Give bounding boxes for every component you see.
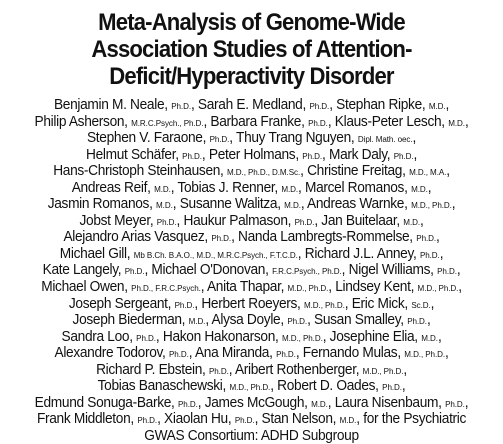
author-separator: , [437,328,442,345]
author-line [15,346,488,363]
author-credentials: Dipl. Math. oec. [357,134,413,145]
author-credentials: M.D. [448,117,465,128]
author-line [15,412,488,429]
author-credentials: Ph.D. [308,117,328,128]
author-credentials: M.D., Ph.D. [404,349,445,360]
author-line [15,396,488,413]
author-credentials: M.D., Ph.D. [411,200,452,211]
author-name: , Laura Nisenbaum, [327,394,446,411]
author-name: , Klaus-Peter Lesch, [327,113,449,130]
author-line [15,131,488,148]
author-line [15,247,488,264]
paper-title [20,9,483,90]
author-credentials: Ph.D. [276,349,296,360]
author-credentials: Ph.D., F.R.C.Psych. [131,283,201,294]
author-name: Tobias Banaschewski, [97,378,230,395]
author-separator: , [439,245,444,262]
author-credentials: Ph.D. [136,332,156,343]
author-name: Philip Asherson, [34,113,132,130]
author-name: , Anita Thapar, [200,279,288,296]
author-credentials: Ph.D. [174,299,195,310]
author-name: , Eric Mick, [344,295,412,312]
author-credentials: Ph.D. [407,316,427,327]
author-separator: , [403,361,407,378]
author-credentials: Ph.D. [209,134,230,145]
author-credentials: Ph.D. [382,382,402,393]
author-line [15,379,488,396]
author-separator: , [430,295,435,312]
author-separator: , [456,262,461,279]
author-line [15,263,488,280]
author-line [15,330,488,347]
author-name: Benjamin M. Neale, [53,97,172,113]
author-name: Michael Gill, [59,245,134,262]
author-name: , Herbert Roeyers, [194,295,305,312]
author-separator: , [464,113,469,130]
author-name: , Nigel Williams, [341,262,438,279]
author-name: , Fernando Mulas, [295,345,405,362]
author-line [15,363,488,380]
author-separator: , [436,229,440,246]
author-credentials: M.D. [156,200,173,211]
author-name: , Mark Daly, [322,146,394,163]
author-name: Kate Langely, [42,262,125,279]
author-line [15,230,488,247]
author-credentials: Ph.D. [171,101,191,111]
author-name: , Lindsey Kent, [328,279,418,296]
author-credentials: Ph.D. [302,150,323,161]
author-name: , Nanda Lambregts-Rommelse, [231,229,417,246]
author-credentials: Ph.D. [156,216,177,227]
author-name: Edmund Sonuga-Barke, [34,394,179,411]
author-name: , Andreas Warnke, [300,196,412,213]
author-name: , Josephine Elia, [322,328,422,345]
author-credentials: M.D. [154,183,171,194]
author-name: , Thuy Trang Nguyen, [229,130,358,147]
author-separator: , [451,196,456,213]
author-name: Jobst Meyer, [79,212,157,229]
author-name: Helmut Schäfer, [86,146,183,163]
author-credentials: M.D., Ph.D., D.M.Sc. [227,167,301,178]
author-name: Stephen V. Faraone, [86,130,210,147]
author-credentials: M.D. [188,316,206,327]
author-name: , Haukur Palmason, [176,212,295,229]
author-name: , Aribert Rothenberger, [228,361,363,378]
author-line [15,280,488,297]
author-name: Sandra Loo, [61,328,137,345]
author-credentials: M.D. [311,398,328,409]
author-credentials: M.D. [403,216,420,227]
author-credentials: Ph.D. [393,150,414,161]
author-name: , Ana Miranda, [188,345,277,362]
title-line: Meta-Analysis of Genome-Wide [98,9,405,36]
author-name: Frank Middleton, [36,411,138,428]
author-name: , Xiaolan Hu, [157,411,235,428]
author-credentials: M.D. [428,101,446,111]
author-credentials: Ph.D. [294,216,315,227]
author-credentials: Ph.D. [309,101,330,111]
author-line [15,164,488,181]
author-credentials: Ph.D. [169,349,189,360]
author-separator: , [444,345,449,362]
author-name: Hans-Christoph Steinhausen, [53,163,228,180]
author-name: , Stephan Ripke, [329,97,429,113]
author-name: Joseph Biederman, [72,312,189,329]
author-name: , Peter Holmans, [201,146,303,163]
author-credentials: Ph.D. [234,415,255,426]
author-line [15,214,488,231]
author-name: GWAS Consortium: ADHD Subgroup [144,427,359,444]
author-credentials: M.D. [281,183,299,194]
author-separator: , [445,97,450,113]
author-name: Andreas Reif, [71,179,155,196]
author-credentials: Sc.D. [411,299,431,310]
author-credentials: M.D., Ph.D. [417,283,459,294]
author-name: , Richard J.L. Anney, [297,245,420,262]
author-name: Richard P. Ebstein, [96,361,209,378]
title-line: Association Studies of Attention- [91,36,412,63]
author-separator: , [412,130,416,147]
author-line [15,115,488,132]
author-credentials: M.D., Ph.D. [282,332,323,343]
author-name: Jasmin Romanos, [47,196,157,213]
author-name: , James McGough, [197,394,312,411]
author-line [15,197,488,214]
author-separator: , [427,179,432,196]
author-separator: , [413,146,417,163]
author-separator: , [401,378,406,395]
author-separator: , [458,279,462,296]
author-name: , Robert D. Oades, [270,378,383,395]
author-name: Michael Owen, [41,279,132,296]
author-credentials: Mb B.Ch. B.A.O., M.D., M.R.C.Psych., F.T.C.D. [133,249,298,260]
author-name: Alejandro Arias Vasquez, [63,229,212,246]
author-credentials: M.D., Ph.D. [229,382,271,393]
author-credentials: M.D., M.A. [409,167,447,178]
author-credentials: M.R.C.Psych., Ph.D. [131,117,204,128]
author-credentials: Ph.D. [445,398,465,409]
author-credentials: M.D. [339,415,357,426]
author-name: , Alysa Doyle, [205,312,288,329]
author-line [15,148,488,165]
author-list [0,98,503,444]
author-credentials: Ph.D. [124,266,145,277]
author-name: , Sarah E. Medland, [190,97,310,113]
author-credentials: F.R.C.Psych., Ph.D. [272,266,342,277]
author-name: , Susan Smalley, [307,312,408,329]
author-credentials: M.D., Ph.D. [362,365,404,376]
author-line [15,313,488,330]
author-credentials: Ph.D. [287,316,308,327]
author-credentials: Ph.D. [208,365,229,376]
author-separator: , [464,394,469,411]
author-credentials: Ph.D. [416,233,437,244]
author-credentials: M.D. [411,183,428,194]
author-line [15,429,488,444]
author-credentials: Ph.D. [437,266,457,277]
author-separator: , for the Psychiatric [356,411,467,428]
author-line [15,98,488,115]
author-credentials: Ph.D. [182,150,202,161]
author-credentials: M.D. [421,332,438,343]
author-line [15,181,488,198]
author-name: Joseph Sergeant, [68,295,175,312]
author-name: , Hakon Hakonarson, [155,328,283,345]
author-credentials: Ph.D. [211,233,232,244]
author-name: Alexandre Todorov, [54,345,170,362]
author-name: , Stan Nelson, [254,411,340,428]
author-separator: , [426,312,431,329]
author-line [15,297,488,314]
author-separator: , [446,163,450,180]
author-name: , Marcel Romanos, [298,179,412,196]
author-credentials: Ph.D. [419,249,440,260]
author-name: , Susanne Walitza, [172,196,285,213]
author-name: , Jan Buitelaar, [314,212,404,229]
author-credentials: M.D. [284,200,301,211]
author-name: , Tobias J. Renner, [170,179,282,196]
author-separator: , [419,212,424,229]
author-credentials: Ph.D. [137,415,158,426]
author-name: , Barbara Franke, [203,113,309,130]
author-credentials: M.D., Ph.D. [304,299,345,310]
author-name: , Christine Freitag, [300,163,410,180]
title-line: Deficit/Hyperactivity Disorder [109,63,394,90]
author-name: , Michael O'Donovan, [144,262,273,279]
author-credentials: M.D., Ph.D. [287,283,329,294]
author-credentials: Ph.D. [178,398,198,409]
